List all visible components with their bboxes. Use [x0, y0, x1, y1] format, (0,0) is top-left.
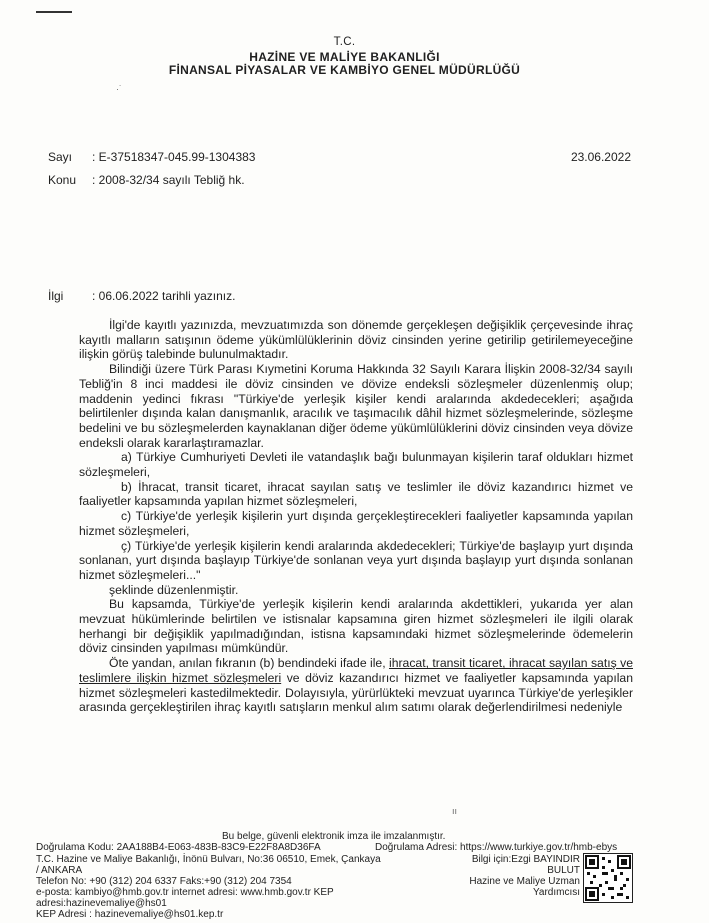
- phone-fax: Telefon No: +90 (312) 204 6337 Faks:+90 (312) 204 7354: [36, 876, 292, 887]
- verification-address[interactable]: Doğrulama Adresi: https://www.turkiye.gov.tr/hmb-ebys: [375, 842, 618, 853]
- contact-name: Bilgi için:Ezgi BAYINDIR: [471, 854, 580, 865]
- header-directorate: FİNANSAL PİYASALAR VE KAMBİYO GENEL MÜDÜRLÜĞÜ: [168, 63, 521, 77]
- email-web: e-posta: kambiyo@hmb.gov.tr internet adresi: www.hmb.gov.tr KEP: [36, 887, 334, 898]
- paragraph-5-underlined: ihracat, transit ticaret, ihracat sayılan satış ve teslimlere ilişkin hizmet sözleşmeleri: [79, 656, 633, 685]
- header-tc: T.C.: [333, 36, 356, 48]
- contact-surname: BULUT: [547, 865, 580, 876]
- address-line-2: / ANKARA: [36, 865, 83, 876]
- letter-body: [79, 318, 633, 715]
- qr-code-icon: [583, 853, 633, 903]
- paragraph-5-end: ve döviz kazandırıcı hizmet ve faaliyetler kapsamında yapılan hizmet sözleşmeleri kastedilmektedir. Dolayısıyla, yürürlükteki mevzuat uyarınca Türkiye'de yerleşikler arasında gerçekleştirilen ihraç kayıtlı satışların menkul alım satımı olarak değerlendirilmesi nedeniyle: [79, 670, 633, 715]
- paragraph-5: [79, 656, 633, 715]
- contact-title-2: Yardımcısı: [532, 887, 580, 898]
- paragraph-1: İlgi'de kayıtlı yazınızda, mevzuatımızda son dönemde gerçekleşen değişiklik çerçevesinde ihraç kayıtlı malların satışının ödeme yükümlülüklerinin döviz cinsinden yerine getirilip getirilemeyeceğine ilişkin görüş talebinde bulunulmaktadır.: [79, 318, 633, 362]
- konu-label: Konu: [48, 173, 77, 187]
- kep-address-1: adresi:hazinevemaliye@hs01: [36, 898, 167, 909]
- item-a: a) Türkiye Cumhuriyeti Devleti ile vatandaşlık bağı bulunmayan kişilerin taraf oldukları hizmet sözleşmeleri,: [79, 450, 633, 480]
- contact-title-1: Hazine ve Maliye Uzman: [469, 876, 580, 887]
- sayi-label: Sayı: [48, 150, 73, 164]
- item-c: c) Türkiye'de yerleşik kişilerin yurt dışında gerçekleştirecekleri faaliyetler kapsamında yapılan hizmet sözleşmeleri,: [79, 509, 633, 538]
- paragraph-5-start: Öte yandan, anılan fıkranın (b) bendindeki ifade ile,: [109, 656, 389, 671]
- kep-address-2: KEP Adresi : hazinevemaliye@hs01.kep.tr: [36, 909, 224, 920]
- scan-artifact: ·˙: [116, 84, 122, 94]
- header-ministry: HAZİNE VE MALİYE BAKANLIĞI: [249, 50, 440, 64]
- paragraph-2: Bilindiği üzere Türk Parası Kıymetini Koruma Hakkında 32 Sayılı Karara İlişkin 2008-32/34 sayılı Tebliğ'in 8 inci maddesi ile döviz cinsinden ve dövize endeksli sözleşmeler düzenlenmiş olup; maddenin yedinci fıkrası "Türkiye'de yerleşik kişiler kendi aralarında akdedecekleri; aşağıda belirtilenler dışında kalan danışmanlık, aracılık ve taşımacılık dâhil hizmet sözleşmelerinde, sözleşme bedelini ve bu sözleşmelerden kaynaklanan diğer ödeme yükümlülüklerini döviz cinsinden veya dövize endeksli olarak kararlaştıramazlar.: [79, 362, 633, 450]
- ilgi-label: İlgi: [48, 289, 64, 303]
- sayi-value: : E-37518347-045.99-1304383: [92, 150, 256, 164]
- verification-code: Doğrulama Kodu: 2AA188B4-E063-483B-83C9-E22F8A8D36FA: [36, 842, 321, 853]
- ilgi-value: : 06.06.2022 tarihli yazınız.: [92, 289, 236, 303]
- item-cc: ç) Türkiye'de yerleşik kişilerin kendi aralarında akdedecekleri; Türkiye'de başlayıp yurt dışında sonlanan, yurt dışında başlayıp Türkiye'de sonlanan veya yurt dışında başlayıp yurt dışında sonlanan hizmet sözleşmeleri...": [79, 538, 633, 582]
- paragraph-4: Bu kapsamda, Türkiye'de yerleşik kişilerin kendi aralarında akdettikleri, yukarıda yer alan mevzuat hükümlerinde belirtilen ve istisnalar kapsamına giren hizmet sözleşmeleri ile ilgili olarak herhangi bir değişiklik yapılmadığından, istisna kapsamındaki hizmet sözleşmelerinde ödemelerin döviz cinsinden yapılması mümkündür.: [79, 597, 633, 656]
- paragraph-3: şeklinde düzenlenmiştir.: [109, 582, 239, 597]
- document-date: 23.06.2022: [570, 150, 631, 164]
- konu-value: : 2008-32/34 sayılı Tebliğ hk.: [92, 173, 245, 187]
- signed-note: Bu belge, güvenli elektronik imza ile imzalanmıştır.: [222, 831, 446, 842]
- corner-mark: [36, 11, 72, 13]
- scan-artifact: ıı: [452, 806, 458, 816]
- item-b: b) İhracat, transit ticaret, ihracat sayılan satış ve teslimler ile döviz kazandırıcı hizmet ve faaliyetler kapsamında yapılan hizmet sözleşmeleri,: [79, 479, 633, 509]
- address-line-1: T.C. Hazine ve Maliye Bakanlığı, İnönü Bulvarı, No:36 06510, Emek, Çankaya: [36, 854, 381, 865]
